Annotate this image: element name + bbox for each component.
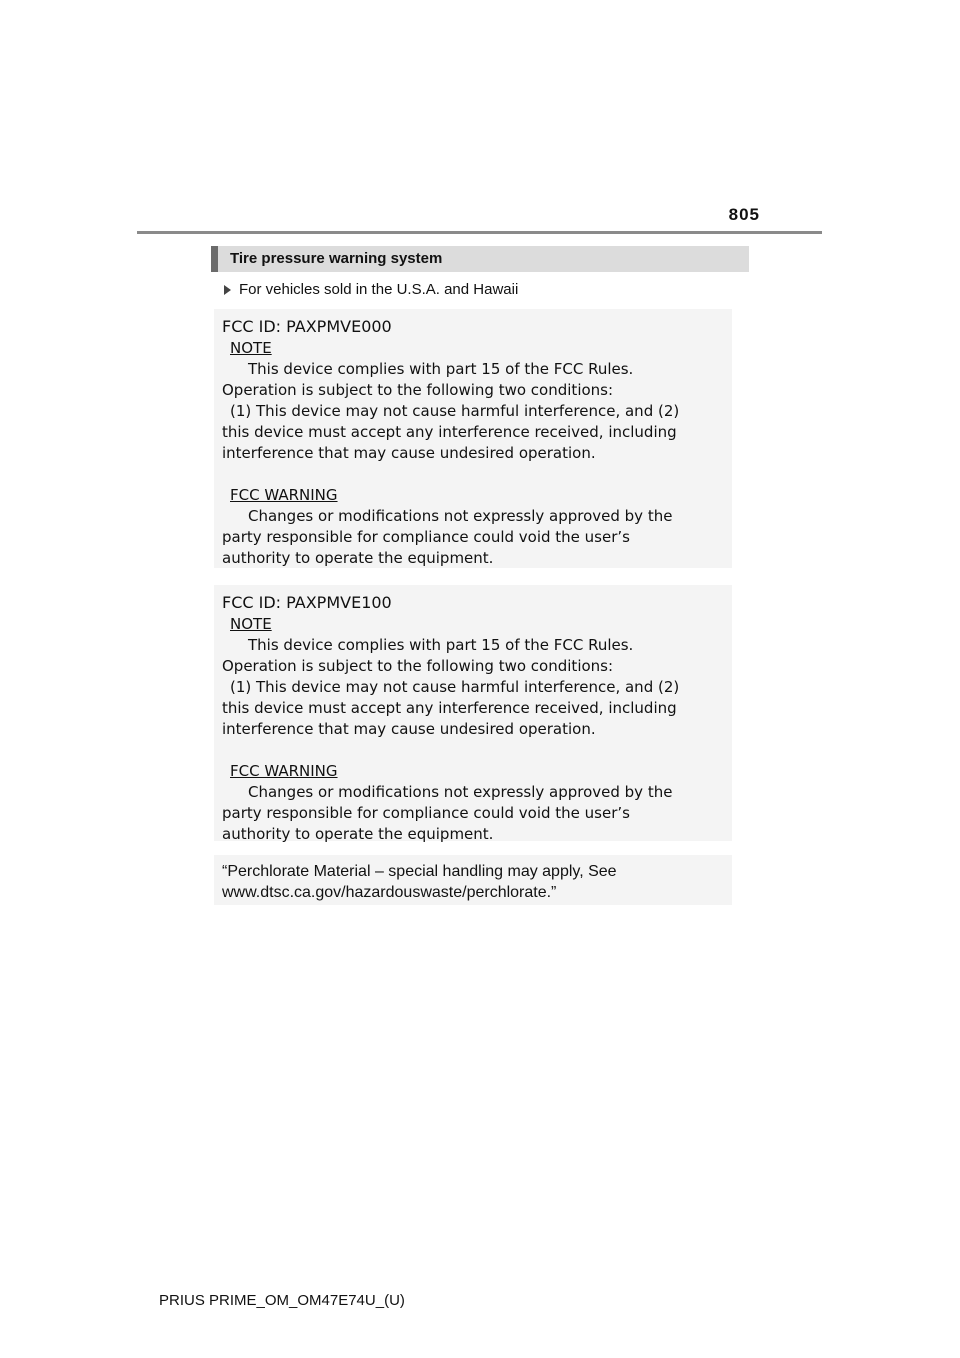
- perchlorate-notice: [214, 855, 732, 905]
- note-heading: NOTE: [230, 615, 272, 633]
- bullet-text: For vehicles sold in the U.S.A. and Hawaii: [239, 281, 519, 298]
- header-rule: [137, 231, 822, 234]
- note-line: (1) This device may not cause harmful interference, and (2): [230, 678, 680, 696]
- perchlorate-line: www.dtsc.ca.gov/hazardouswaste/perchlorate.”: [222, 884, 557, 901]
- warning-line: party responsible for compliance could void the user’s: [222, 528, 630, 546]
- warning-line: party responsible for compliance could void the user’s: [222, 804, 630, 822]
- spacer: [222, 464, 724, 485]
- section-heading-bar: [211, 246, 749, 272]
- note-line: this device must accept any interference received, including: [222, 423, 677, 441]
- note-line: This device complies with part 15 of the FCC Rules.: [248, 636, 634, 654]
- fcc-id: FCC ID: PAXPMVE000: [222, 317, 392, 336]
- note-line: interference that may cause undesired operation.: [222, 720, 596, 738]
- note-line: Operation is subject to the following two conditions:: [222, 657, 614, 675]
- page-number: 805: [728, 205, 760, 224]
- note-line: This device complies with part 15 of the FCC Rules.: [248, 360, 634, 378]
- warning-line: Changes or modifications not expressly approved by the: [248, 507, 673, 525]
- note-line: interference that may cause undesired operation.: [222, 444, 596, 462]
- note-line: (1) This device may not cause harmful interference, and (2): [230, 402, 680, 420]
- note-line: this device must accept any interference received, including: [222, 699, 677, 717]
- warning-heading: FCC WARNING: [230, 762, 338, 780]
- fcc-label-2: [214, 585, 732, 841]
- fcc-label-1: [214, 309, 732, 568]
- bullet-item: [224, 281, 518, 298]
- warning-heading: FCC WARNING: [230, 486, 338, 504]
- triangle-bullet-icon: [224, 285, 231, 295]
- perchlorate-line: “Perchlorate Material – special handling may apply, See: [222, 863, 617, 880]
- section-title: Tire pressure warning system: [230, 250, 443, 267]
- warning-line: Changes or modifications not expressly approved by the: [248, 783, 673, 801]
- warning-line: authority to operate the equipment.: [222, 825, 494, 843]
- spacer: [222, 740, 724, 761]
- note-line: Operation is subject to the following two conditions:: [222, 381, 614, 399]
- warning-line: authority to operate the equipment.: [222, 549, 494, 567]
- footer-manual-code: PRIUS PRIME_OM_OM47E74U_(U): [159, 1292, 405, 1309]
- note-heading: NOTE: [230, 339, 272, 357]
- fcc-id: FCC ID: PAXPMVE100: [222, 593, 392, 612]
